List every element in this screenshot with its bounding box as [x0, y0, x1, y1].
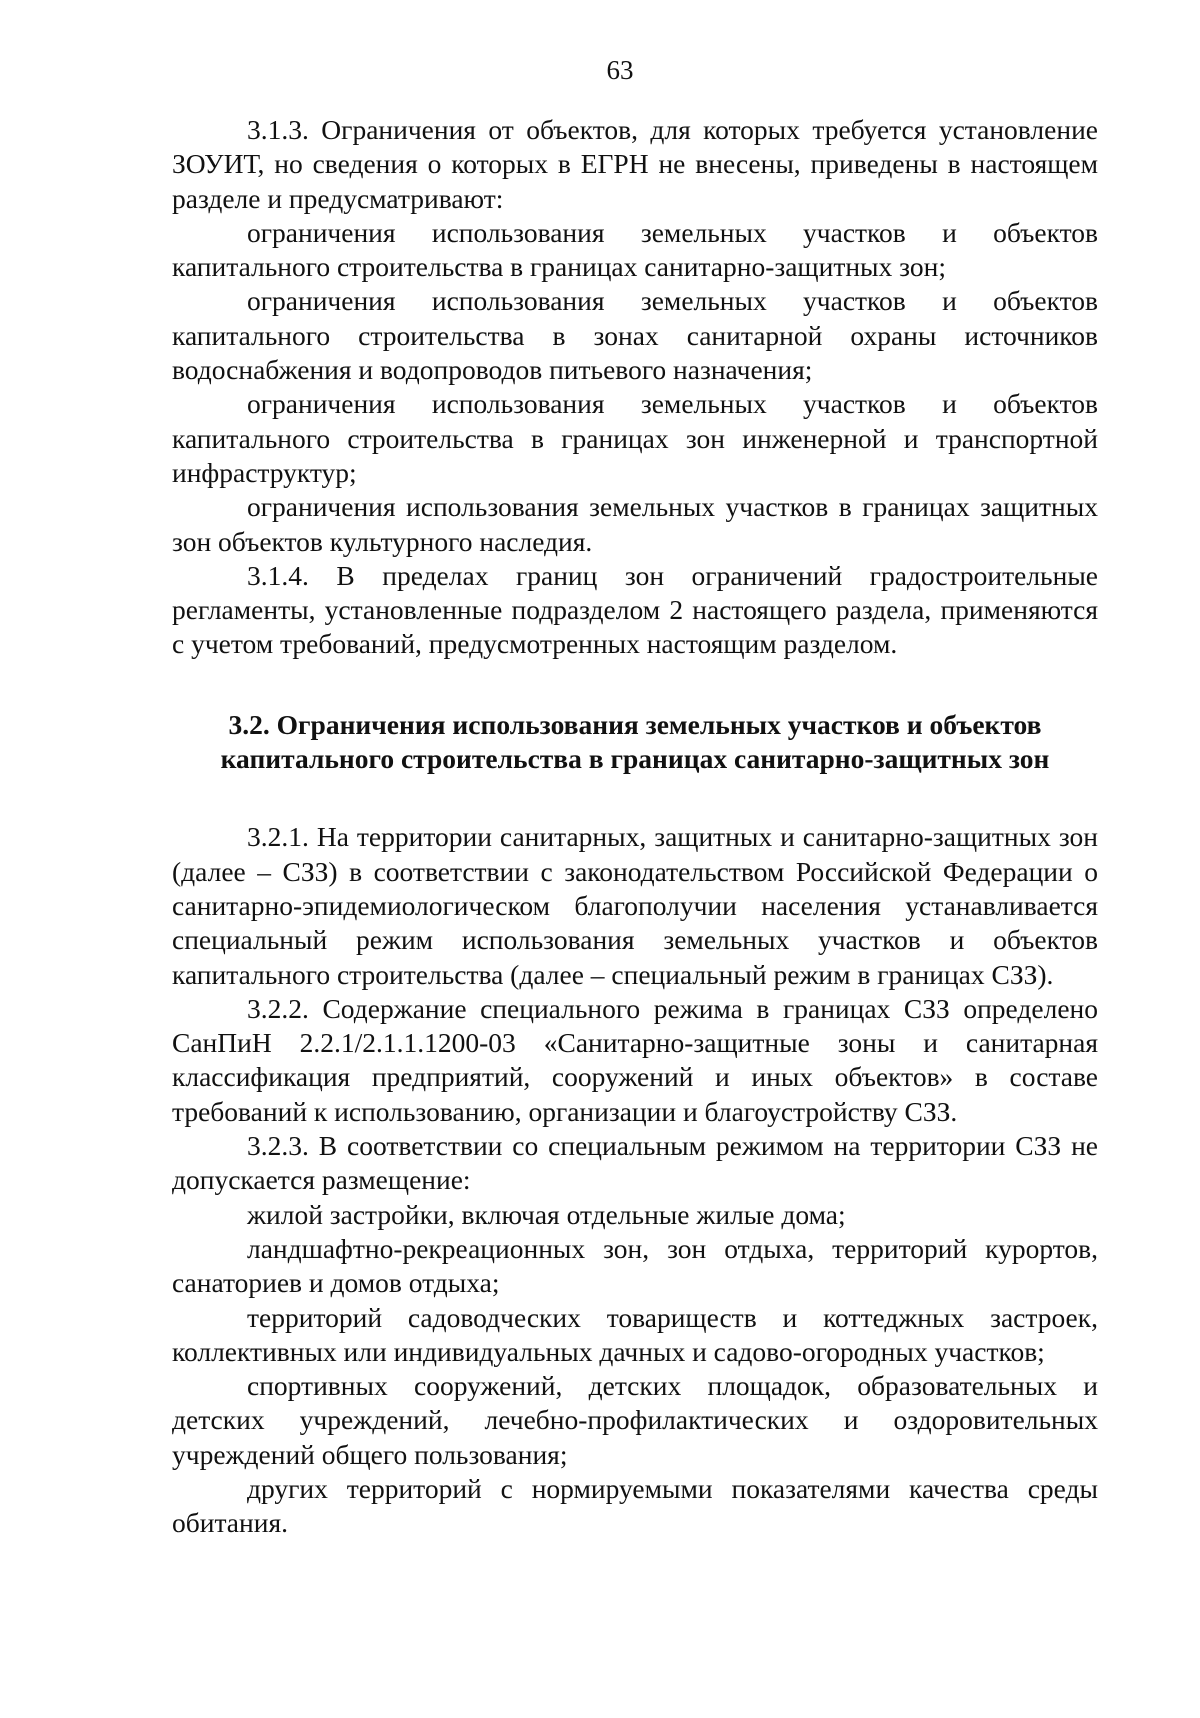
list-item-cultural-heritage-zones: ограничения использования земельных участков в границах защитных зон объектов культурного наследия. — [172, 491, 1098, 557]
list-item-recreational: ландшафтно-рекреационных зон, зон отдыха, территорий курортов, санаториев и домов отдыха; — [172, 1232, 1098, 1299]
paragraph-3-2-1: 3.2.1. На территории санитарных, защитных и санитарно-защитных зон (далее – СЗЗ) в соответствии с законодательством Российской Федерации о санитарно-эпидемиологическом благополучии населения устанавливается специальный режим использования земельных участков и объектов капитального строительства (далее – специальный режим в границах СЗЗ). — [172, 821, 1098, 990]
section-heading-line-1: 3.2. Ограничения использования земельных участков и объектов — [228, 708, 1042, 740]
page-number: 63 — [606, 55, 634, 85]
paragraph-3-2-3: 3.2.3. В соответствии со специальным режимом на территории СЗЗ не допускается размещение: — [172, 1130, 1098, 1196]
paragraph-3-1-3: 3.1.3. Ограничения от объектов, для которых требуется установление ЗОУИТ, но сведения о которых в ЕГРН не внесены, приведены в настоящем разделе и предусматривают: — [172, 114, 1098, 214]
list-item-water-source-protection-zones: ограничения использования земельных участков и объектов капитального строительства в зонах санитарной охраны источников водоснабжения и водопроводов питьевого назначения; — [172, 285, 1098, 386]
list-item-residential: жилой застройки, включая отдельные жилые дома; — [247, 1198, 846, 1230]
list-item-sanitary-protection-zones: ограничения использования земельных участков и объектов капитального строительства в границах санитарно-защитных зон; — [172, 216, 1098, 283]
document-body — [172, 113, 1098, 1541]
list-item-sports-educational-medical: спортивных сооружений, детских площадок, образовательных и детских учреждений, лечебно-профилактических и оздоровительных учреждений общего пользования; — [172, 1370, 1098, 1470]
section-heading-3-2 — [172, 708, 1098, 777]
paragraph-3-2-2: 3.2.2. Содержание специального режима в границах СЗЗ определено СанПиН 2.2.1/2.1.1.1200-03 «Санитарно-защитные зоны и санитарная классификация предприятий, сооружений и иных объектов» в составе требований к использованию, организации и благоустройству СЗЗ. — [172, 992, 1098, 1127]
section-heading-line-2: капитального строительства в границах санитарно-защитных зон — [220, 743, 1050, 775]
list-item-other-territories: других территорий с нормируемыми показателями качества среды обитания. — [172, 1472, 1098, 1539]
list-item-garden-cottage: территорий садоводческих товариществ и коттеджных застроек, коллективных или индивидуальных дачных и садово-огородных участков; — [172, 1301, 1098, 1367]
paragraph-3-1-4: 3.1.4. В пределах границ зон ограничений градостроительные регламенты, установленные подразделом 2 настоящего раздела, применяются с учетом требований, предусмотренных настоящим разделом. — [172, 559, 1098, 660]
list-item-engineering-transport-zones: ограничения использования земельных участков и объектов капитального строительства в границах зон инженерной и транспортной инфраструктур; — [172, 388, 1098, 488]
